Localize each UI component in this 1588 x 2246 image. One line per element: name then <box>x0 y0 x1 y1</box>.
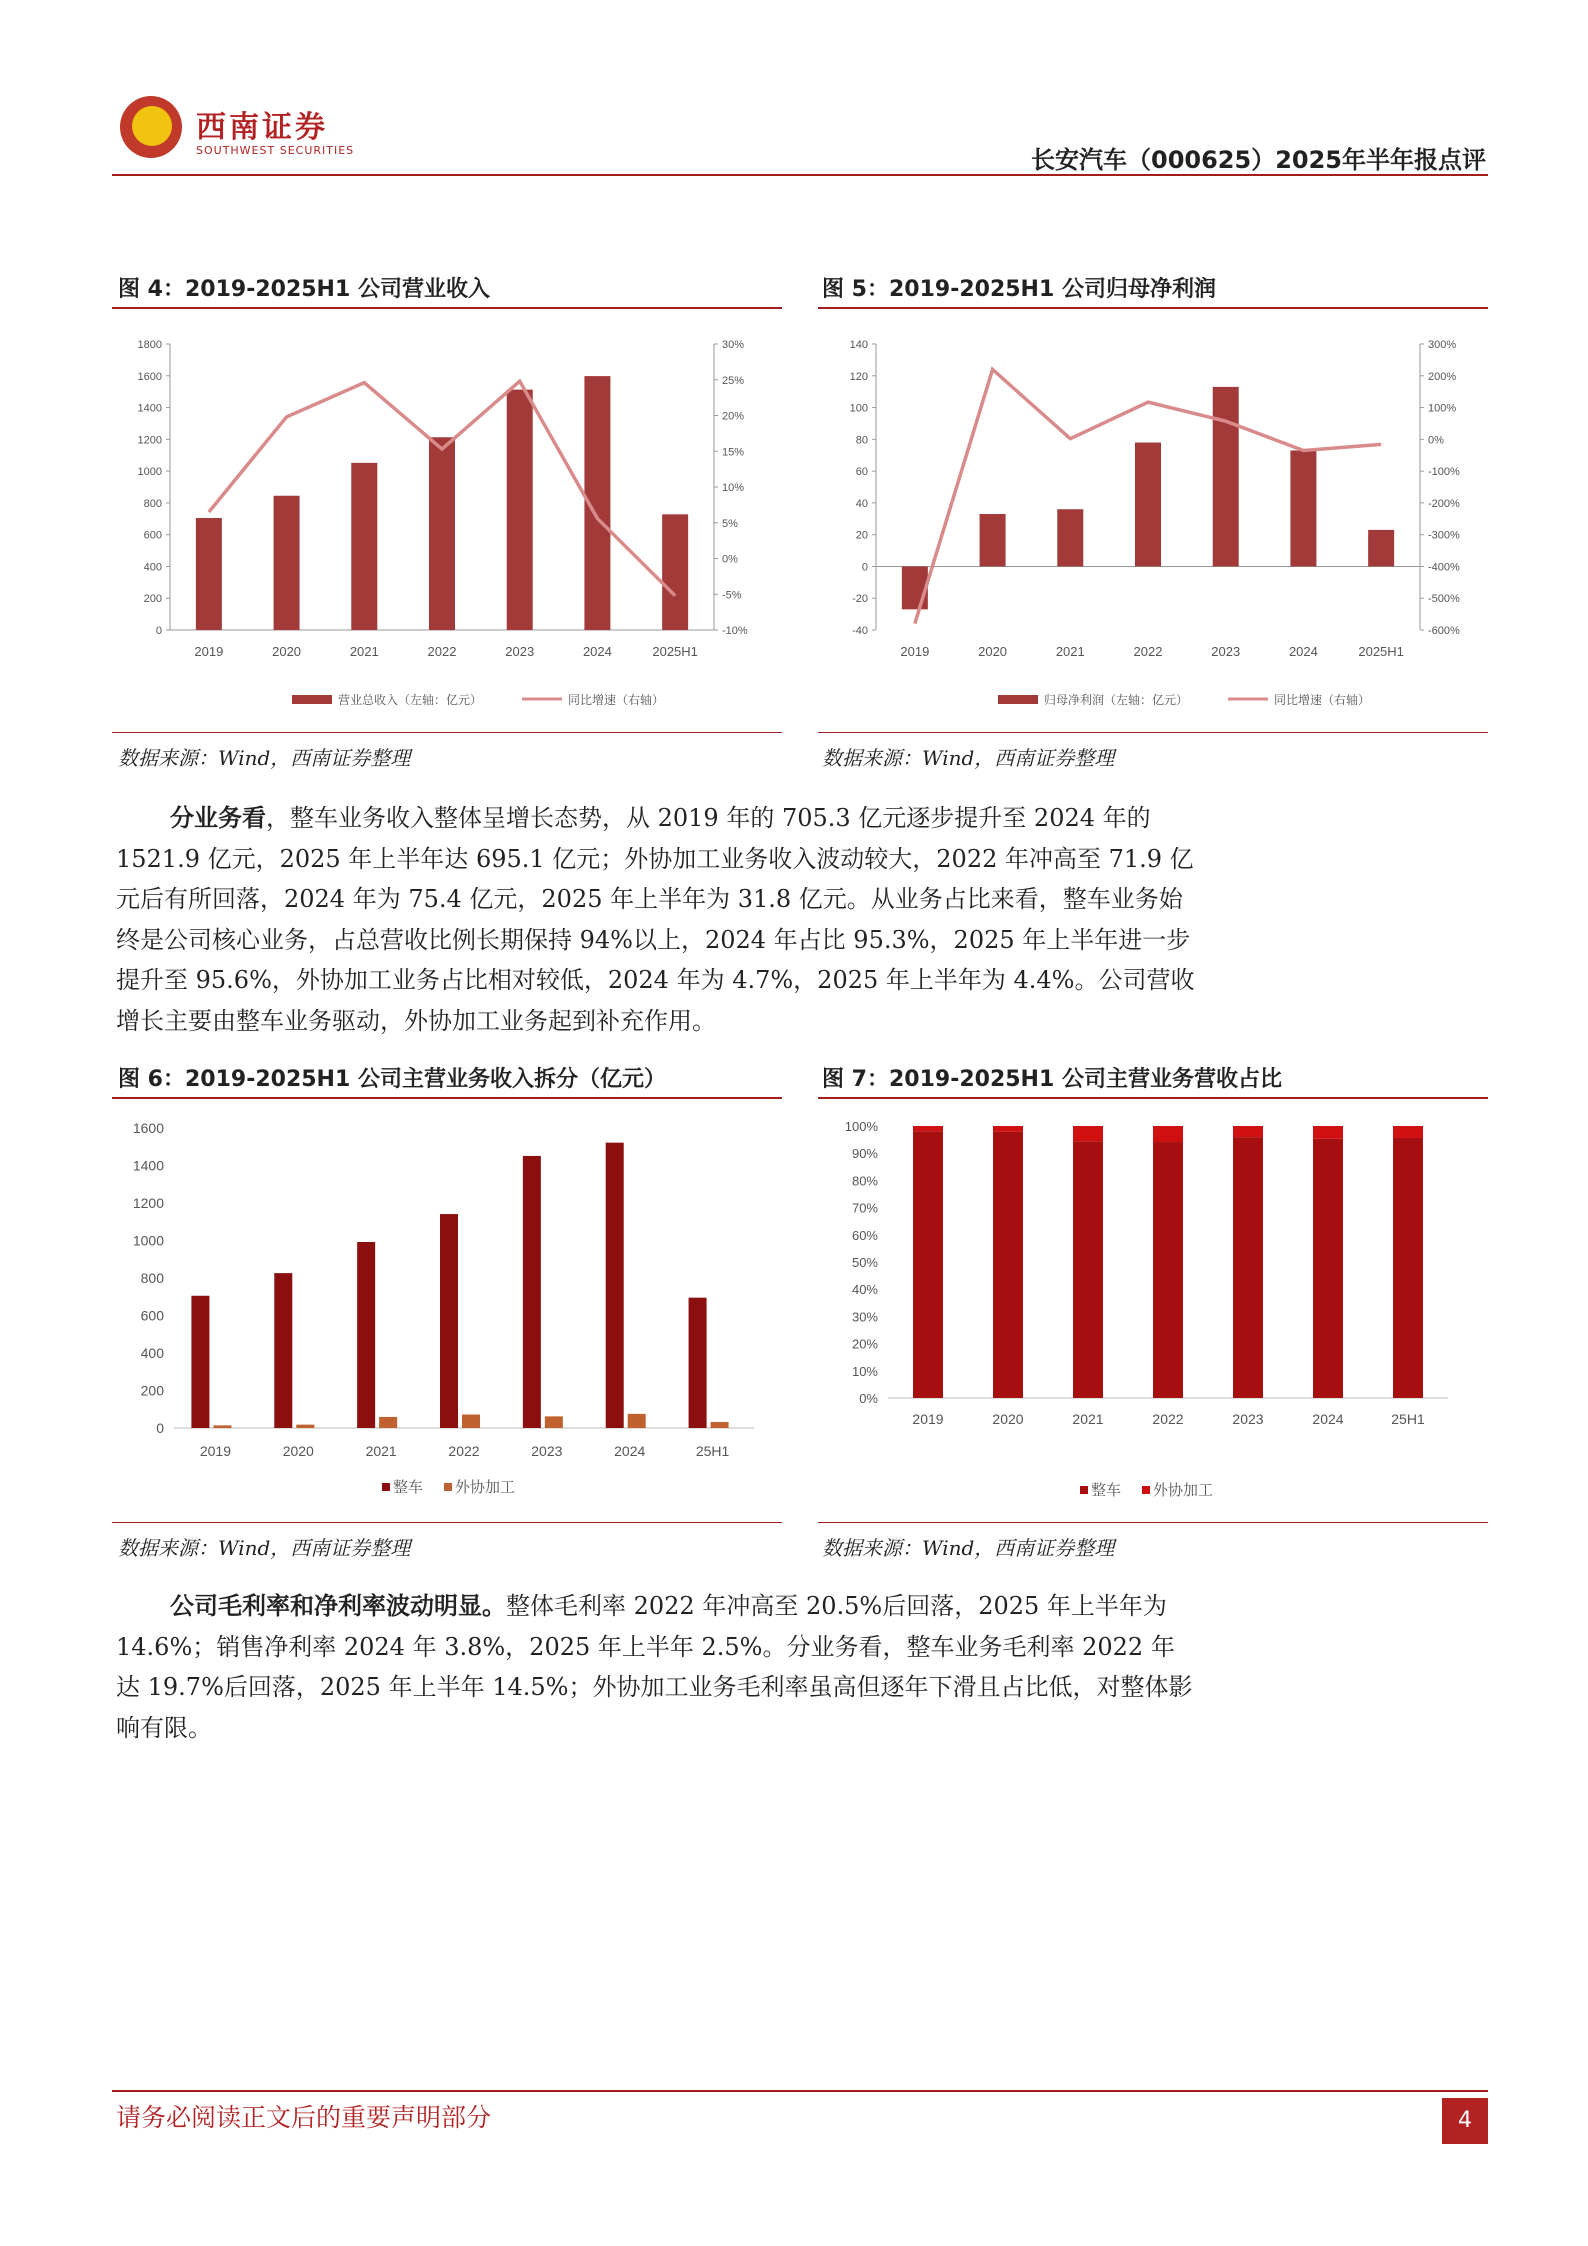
bar <box>1368 530 1394 567</box>
category-label: 2024 <box>614 1443 646 1459</box>
fig4-source: 数据来源：Wind，西南证券整理 <box>118 746 411 770</box>
category-label: 2019 <box>199 1443 232 1459</box>
right-tick-label: 0% <box>722 553 738 566</box>
right-tick-label: 30% <box>722 339 745 351</box>
y-tick-label: 50% <box>851 1255 878 1270</box>
y-tick-label: 20% <box>851 1336 878 1352</box>
right-tick-label: 5% <box>722 517 738 530</box>
bar-outsourced <box>628 1414 646 1428</box>
bar-outsourced <box>462 1415 480 1428</box>
y-tick-label: 1200 <box>132 1195 164 1211</box>
left-tick-label: -40 <box>852 625 868 637</box>
right-tick-label: 20% <box>722 410 745 423</box>
y-tick-label: 400 <box>140 1345 164 1361</box>
left-tick-label: 1200 <box>137 434 162 447</box>
legend-label: 外协加工 <box>1153 1482 1214 1499</box>
bar <box>196 518 222 630</box>
bar-vehicle <box>440 1214 458 1428</box>
category-label: 2022 <box>1152 1411 1184 1427</box>
stacked-segment-outsourced <box>1073 1126 1103 1141</box>
bar <box>274 496 300 630</box>
bar <box>507 390 533 630</box>
bar-vehicle <box>191 1296 209 1428</box>
category-label: 2024 <box>1288 644 1318 659</box>
header-divider <box>112 174 1488 176</box>
right-tick-label: -600% <box>1428 625 1460 637</box>
category-label: 2025H1 <box>652 644 698 659</box>
bar <box>1057 509 1083 566</box>
footer-divider <box>112 2090 1488 2092</box>
logo-text-cn: 西南证券 <box>196 110 328 145</box>
footer-disclaimer-note: 请务必阅读正文后的重要声明部分 <box>116 2103 492 2132</box>
category-label: 2019 <box>194 644 224 659</box>
y-tick-label: 1400 <box>132 1157 164 1174</box>
fig7-title: 图 7：2019-2025H1 公司主营业务营收占比 <box>822 1067 1282 1092</box>
category-label: 2023 <box>1232 1411 1264 1427</box>
stacked-segment-outsourced <box>1313 1126 1343 1139</box>
page-number: 4 <box>1442 2098 1488 2144</box>
paragraph-body: 整体毛利率 2022 年冲高至 20.5%后回落，2025 年上半年为 14.6%；销售净利率 2024 年 3.8%，2025 年上半年 2.5%。分业务看，整车业务毛利率 2022 年达 19.7%后回落，2025 年上半年 14.5%；外协加工业务毛利率虽高但逐年下滑且占比低，对整体影响有限。 <box>116 1592 1193 1742</box>
fig5-title: 图 5：2019-2025H1 公司归母净利润 <box>822 277 1216 302</box>
left-tick-label: 200 <box>143 593 162 606</box>
category-label: 2023 <box>531 1443 563 1459</box>
left-tick-label: 80 <box>855 434 868 447</box>
y-tick-label: 30% <box>851 1309 878 1325</box>
bar <box>351 463 377 630</box>
category-label: 2020 <box>282 1443 314 1459</box>
left-tick-label: 0 <box>861 561 868 574</box>
legend-label: 整车 <box>1091 1482 1122 1499</box>
fig4-title: 图 4：2019-2025H1 公司营业收入 <box>118 277 490 302</box>
logo <box>120 96 360 166</box>
fig7-title-rule <box>818 1097 1488 1099</box>
bar-vehicle <box>689 1298 707 1428</box>
legend-label: 营业总收入（左轴：亿元） <box>338 693 483 707</box>
bar <box>429 437 455 630</box>
right-tick-label: 100% <box>1428 402 1457 415</box>
right-tick-label: 0% <box>1428 434 1444 447</box>
right-tick-label: -10% <box>722 625 748 637</box>
category-label: 2024 <box>582 644 612 659</box>
paragraph-margins <box>116 1586 1196 1748</box>
bar-vehicle <box>523 1156 541 1428</box>
category-label: 2019 <box>912 1411 944 1427</box>
bar <box>1213 387 1239 567</box>
stacked-segment-outsourced <box>913 1126 943 1131</box>
right-tick-label: -500% <box>1428 593 1460 606</box>
y-tick-label: 1000 <box>132 1232 164 1249</box>
left-tick-label: 1800 <box>137 339 162 351</box>
category-label: 2021 <box>349 644 379 659</box>
bar-outsourced <box>213 1425 231 1428</box>
fig6-source: 数据来源：Wind，西南证券整理 <box>118 1536 411 1560</box>
fig6-title-rule <box>112 1097 782 1099</box>
paragraph-lead: 公司毛利率和净利率波动明显。 <box>170 1591 506 1620</box>
left-tick-label: 600 <box>143 529 162 542</box>
right-tick-label: -100% <box>1428 466 1460 479</box>
y-tick-label: 40% <box>851 1282 878 1298</box>
right-tick-label: -400% <box>1428 561 1460 574</box>
left-tick-label: 120 <box>849 370 868 383</box>
stacked-segment-vehicle <box>993 1132 1023 1398</box>
category-label: 2023 <box>1211 644 1241 659</box>
y-tick-label: 90% <box>851 1146 878 1162</box>
category-label: 2024 <box>1312 1411 1344 1427</box>
paragraph-business-segments <box>116 798 1196 1041</box>
report-title: 长安汽车（000625）2025年半年报点评 <box>1031 146 1486 174</box>
legend-label: 整车 <box>393 1479 424 1496</box>
left-tick-label: 20 <box>855 529 868 542</box>
left-tick-label: 400 <box>143 561 162 574</box>
fig5-chart <box>818 320 1488 720</box>
logo-text-en: SOUTHWEST SECURITIES <box>196 144 355 157</box>
stacked-segment-vehicle <box>1073 1141 1103 1398</box>
fig7-source: 数据来源：Wind，西南证券整理 <box>822 1536 1115 1560</box>
y-tick-label: 60% <box>851 1227 878 1243</box>
paragraph-lead: 分业务看 <box>170 803 266 832</box>
bar-vehicle <box>606 1143 624 1428</box>
bar-outsourced <box>296 1425 314 1428</box>
left-tick-label: 140 <box>849 339 868 351</box>
stacked-segment-outsourced <box>1233 1126 1263 1137</box>
category-label: 2020 <box>272 644 302 659</box>
category-label: 2020 <box>978 644 1008 659</box>
fig4-title-rule <box>112 307 782 309</box>
left-tick-label: 800 <box>143 497 162 510</box>
left-tick-label: 0 <box>155 625 162 637</box>
fig6-chart <box>112 1108 782 1518</box>
stacked-segment-vehicle <box>913 1131 943 1398</box>
left-tick-label: 100 <box>849 402 868 415</box>
legend-swatch <box>1080 1486 1088 1494</box>
y-tick-label: 100% <box>844 1119 878 1134</box>
paragraph-body: ，整车业务收入整体呈增长态势，从 2019 年的 705.3 亿元逐步提升至 2024 年的 1521.9 亿元，2025 年上半年达 695.1 亿元；外协加工业务收入波动较大，2022 年冲高至 71.9 亿元后有所回落，2024 年为 75.4 亿元，2025 年上半年为 31.8 亿元。从业务占比来看，整车业务始终是公司核心业务，占总营收比例长期保持 94%以上，2024 年占比 95.3%，2025 年上半年进一步提升至 95.6%，外协加工业务占比相对较低，2024 年为 4.7%，2025 年上半年为 4.4%。公司营收增长主要由整车业务驱动，外协加工业务起到补充作用。 <box>116 804 1195 1035</box>
category-label: 2023 <box>505 644 535 659</box>
category-label: 25H1 <box>1391 1411 1425 1427</box>
legend-swatch <box>444 1483 452 1491</box>
fig6-title: 图 6：2019-2025H1 公司主营业务收入拆分（亿元） <box>118 1067 666 1092</box>
fig6-source-rule <box>112 1522 782 1523</box>
fig7-chart <box>818 1108 1488 1518</box>
left-tick-label: 1000 <box>137 466 162 479</box>
stacked-segment-vehicle <box>1233 1137 1263 1398</box>
right-tick-label: 25% <box>722 374 745 387</box>
stacked-segment-outsourced <box>1393 1126 1423 1138</box>
stacked-segment-vehicle <box>1313 1139 1343 1398</box>
right-tick-label: 10% <box>722 482 745 494</box>
legend-swatch <box>382 1483 390 1491</box>
right-tick-label: -300% <box>1428 529 1460 542</box>
category-label: 2025H1 <box>1358 644 1404 659</box>
y-tick-label: 80% <box>851 1173 878 1189</box>
y-tick-label: 600 <box>140 1307 164 1324</box>
category-label: 2022 <box>1133 644 1163 659</box>
left-tick-label: -20 <box>852 593 868 606</box>
left-tick-label: 1400 <box>137 402 162 415</box>
y-tick-label: 1600 <box>132 1120 164 1136</box>
bar-outsourced <box>711 1422 729 1428</box>
stacked-segment-vehicle <box>1393 1138 1423 1398</box>
bar <box>1135 443 1161 567</box>
category-label: 2021 <box>1055 644 1085 659</box>
bar <box>1290 450 1316 566</box>
bar-vehicle <box>274 1273 292 1428</box>
legend-label: 归母净利润（左轴：亿元） <box>1044 693 1189 707</box>
category-label: 2020 <box>992 1411 1024 1427</box>
bar-outsourced <box>545 1416 563 1428</box>
fig5-source-rule <box>818 732 1488 733</box>
category-label: 25H1 <box>695 1443 730 1459</box>
bar-vehicle <box>357 1242 375 1428</box>
stacked-segment-outsourced <box>1153 1126 1183 1142</box>
stacked-segment-vehicle <box>1153 1142 1183 1398</box>
y-tick-label: 0 <box>156 1420 164 1436</box>
y-tick-label: 800 <box>140 1270 164 1286</box>
legend-swatch-bar <box>292 695 332 704</box>
left-tick-label: 1600 <box>137 370 162 383</box>
left-tick-label: 60 <box>855 466 868 479</box>
fig4-chart <box>112 320 782 720</box>
right-tick-label: 15% <box>722 446 745 459</box>
legend-label: 同比增速（右轴） <box>568 693 665 707</box>
right-tick-label: -200% <box>1428 497 1460 510</box>
fig5-source: 数据来源：Wind，西南证券整理 <box>822 746 1115 770</box>
category-label: 2022 <box>427 644 457 659</box>
logo-mark-icon <box>120 96 182 158</box>
bar-outsourced <box>379 1417 397 1428</box>
right-tick-label: 300% <box>1428 339 1457 351</box>
logo-mark-inner <box>132 106 172 146</box>
stacked-segment-outsourced <box>993 1126 1023 1132</box>
right-tick-label: -5% <box>722 589 742 602</box>
category-label: 2019 <box>900 644 930 659</box>
y-tick-label: 200 <box>140 1382 164 1399</box>
right-tick-label: 200% <box>1428 370 1457 383</box>
category-label: 2022 <box>448 1443 480 1459</box>
legend-swatch-bar <box>998 695 1038 704</box>
bar <box>662 514 688 630</box>
category-label: 2021 <box>365 1443 397 1459</box>
legend-label: 同比增速（右轴） <box>1274 693 1371 707</box>
y-tick-label: 10% <box>851 1363 878 1379</box>
fig7-source-rule <box>818 1522 1488 1523</box>
y-tick-label: 0% <box>859 1391 878 1406</box>
category-label: 2021 <box>1072 1411 1104 1427</box>
fig4-source-rule <box>112 732 782 733</box>
legend-label: 外协加工 <box>455 1479 516 1496</box>
fig5-title-rule <box>818 307 1488 309</box>
legend-swatch <box>1142 1486 1150 1494</box>
y-tick-label: 70% <box>851 1200 878 1216</box>
left-tick-label: 40 <box>855 497 868 510</box>
bar <box>980 514 1006 566</box>
